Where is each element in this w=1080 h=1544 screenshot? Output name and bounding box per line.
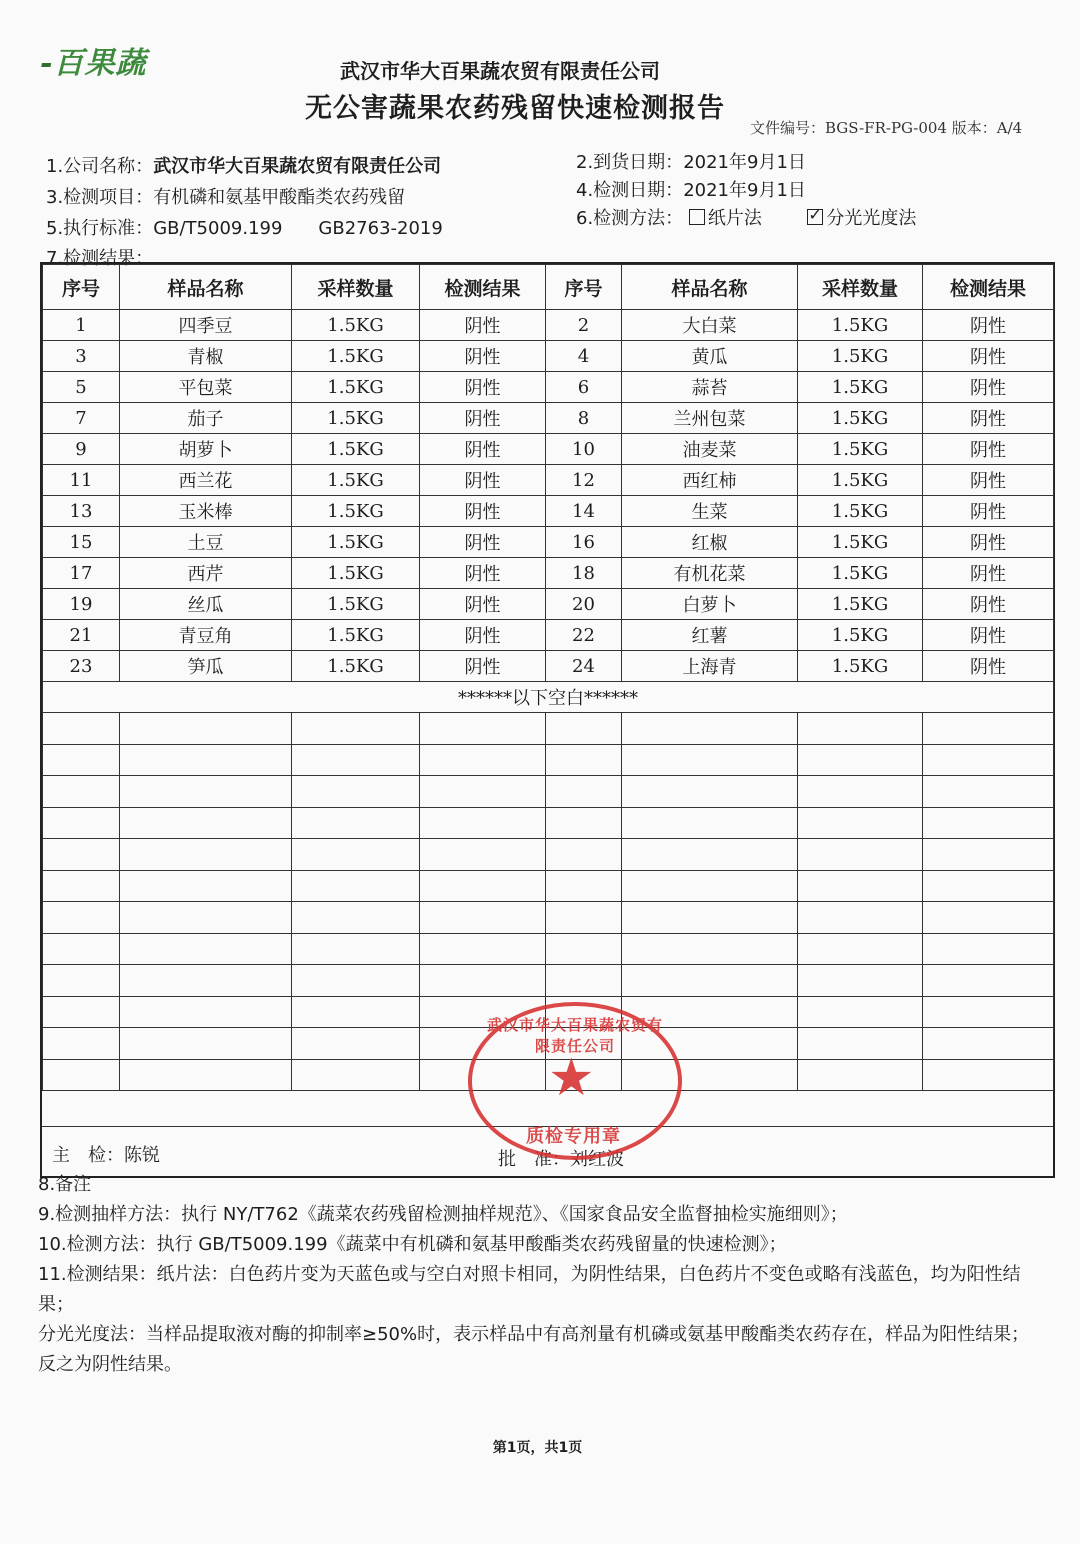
table-row [43,651,1054,682]
table-header-cell: 检测结果 [420,265,546,310]
note-12: 分光光度法：当样品提取液对酶的抑制率≥50%时，表示样品中有高剂量有机磷或氨基甲酸酯类农药存在，样品为阳性结果；反之为阴性结果。 [38,1324,1030,1375]
blank-note: ******以下空白****** [43,682,1054,713]
empty-cell [923,776,1054,808]
table-row [43,527,1054,558]
quality-inspection-stamp [468,1002,682,1160]
empty-cell [923,996,1054,1028]
table-header-cell: 检测结果 [923,265,1054,310]
empty-cell [546,839,622,871]
empty-row [43,807,1054,839]
empty-cell [923,713,1054,745]
info-method [576,204,916,230]
table-cell: 7 [43,403,120,434]
empty-cell [292,902,420,934]
info-result-label: 7.检测结果： [46,248,154,269]
empty-cell [292,965,420,997]
table-cell: 茄子 [120,403,292,434]
table-cell: 1.5KG [292,465,420,496]
empty-row [43,744,1054,776]
info-company-label: 1.公司名称： [46,156,154,177]
empty-cell [923,933,1054,965]
table-cell: 1.5KG [798,372,923,403]
table-cell: 红薯 [622,620,798,651]
empty-cell [622,839,798,871]
table-cell: 17 [43,558,120,589]
empty-row [43,902,1054,934]
empty-cell [420,713,546,745]
table-row [43,558,1054,589]
empty-cell [292,839,420,871]
table-cell: 阴性 [420,558,546,589]
table-cell: 1.5KG [292,620,420,651]
empty-cell [798,744,923,776]
empty-cell [43,933,120,965]
empty-cell [420,744,546,776]
table-cell: 黄瓜 [622,341,798,372]
table-cell: 阴性 [923,341,1054,372]
empty-cell [292,1028,420,1060]
table-cell: 2 [546,310,622,341]
table-cell: 生菜 [622,496,798,527]
table-cell: 兰州包菜 [622,403,798,434]
table-cell: 四季豆 [120,310,292,341]
table-cell: 1.5KG [798,465,923,496]
empty-cell [420,807,546,839]
empty-cell [120,1059,292,1091]
info-arrival [576,148,806,174]
table-cell: 11 [43,465,120,496]
table-row [43,310,1054,341]
empty-cell [43,839,120,871]
empty-cell [923,839,1054,871]
info-method-label: 6.检测方法： [576,208,684,229]
empty-cell [43,744,120,776]
table-cell: 1.5KG [292,310,420,341]
empty-cell [292,996,420,1028]
empty-cell [292,744,420,776]
table-cell: 18 [546,558,622,589]
table-cell: 阴性 [420,403,546,434]
empty-cell [120,965,292,997]
table-cell: 10 [546,434,622,465]
table-cell: 14 [546,496,622,527]
table-header-cell: 样品名称 [622,265,798,310]
table-header-row [43,265,1054,310]
empty-cell [120,807,292,839]
table-cell: 12 [546,465,622,496]
table-cell: 青椒 [120,341,292,372]
spectro-method-label: 分光光度法 [826,208,917,229]
table-cell: 1.5KG [798,403,923,434]
table-cell: 阴性 [420,651,546,682]
table-cell: 1.5KG [292,496,420,527]
empty-cell [923,744,1054,776]
table-cell: 13 [43,496,120,527]
empty-cell [43,1028,120,1060]
table-row [43,341,1054,372]
empty-cell [420,933,546,965]
table-cell: 1.5KG [798,589,923,620]
table-row [43,496,1054,527]
stamp-company-text: 武汉市华大百果蔬农贸有限责任公司 [486,1016,663,1055]
empty-cell [420,902,546,934]
inspector-signature: 主 检：陈锐 [52,1145,160,1166]
table-cell: 上海青 [622,651,798,682]
paper-method-label: 纸片法 [707,208,762,229]
table-cell: 1.5KG [798,620,923,651]
table-cell: 1 [43,310,120,341]
empty-cell [798,839,923,871]
empty-cell [120,839,292,871]
table-body [43,310,1054,1091]
empty-cell [120,1028,292,1060]
empty-row [43,870,1054,902]
table-cell: 8 [546,403,622,434]
table-cell: 15 [43,527,120,558]
table-header-cell: 采样数量 [292,265,420,310]
empty-cell [622,965,798,997]
table-header-cell: 序号 [43,265,120,310]
empty-cell [43,807,120,839]
table-cell: 16 [546,527,622,558]
empty-cell [798,713,923,745]
table-cell: 青豆角 [120,620,292,651]
table-cell: 阴性 [923,434,1054,465]
table-cell: 阴性 [923,496,1054,527]
table-cell: 1.5KG [798,341,923,372]
table-cell: 土豆 [120,527,292,558]
empty-cell [546,933,622,965]
note-11: 11.检测结果：纸片法：白色药片变为天蓝色或与空白对照卡相同，为阴性结果，白色药片不变色或略有浅蓝色，均为阳性结果； [38,1264,1021,1315]
empty-cell [798,996,923,1028]
table-cell: 1.5KG [292,372,420,403]
table-cell: 玉米棒 [120,496,292,527]
info-item [46,183,405,209]
empty-cell [292,1059,420,1091]
table-cell: 阴性 [923,620,1054,651]
empty-cell [923,902,1054,934]
stamp-star-icon: ★ [548,1048,595,1108]
empty-cell [798,870,923,902]
table-cell: 1.5KG [292,589,420,620]
table-cell: 阴性 [923,403,1054,434]
table-cell: 20 [546,589,622,620]
table-cell: 大白菜 [622,310,798,341]
empty-cell [798,1028,923,1060]
empty-cell [120,744,292,776]
table-cell: 22 [546,620,622,651]
empty-cell [798,902,923,934]
empty-cell [43,1059,120,1091]
empty-cell [420,776,546,808]
empty-cell [120,902,292,934]
table-cell: 19 [43,589,120,620]
page-number: 第1页，共1页 [492,1440,583,1456]
stamp-label: 质检专用章 [526,1126,621,1147]
table-cell: 1.5KG [798,434,923,465]
logo-text: 百果蔬 [53,46,147,81]
info-item-label: 3.检测项目： [46,187,154,208]
paper-method-checkbox [689,209,705,225]
empty-cell [420,965,546,997]
table-cell: 阴性 [923,310,1054,341]
empty-cell [420,870,546,902]
info-company [46,152,441,178]
empty-cell [622,902,798,934]
info-test-date-label: 4.检测日期： [576,180,684,201]
empty-cell [120,713,292,745]
empty-cell [546,807,622,839]
table-cell: 3 [43,341,120,372]
table-row [43,403,1054,434]
empty-cell [292,713,420,745]
table-cell: 阴性 [923,372,1054,403]
empty-cell [798,776,923,808]
table-cell: 阴性 [420,434,546,465]
note-10: 10.检测方法：执行 GB/T5009.199《蔬菜中有机磷和氨基甲酸酯类农药残留量的快速检测》； [38,1234,787,1255]
empty-cell [546,870,622,902]
empty-cell [622,870,798,902]
table-cell: 23 [43,651,120,682]
table-cell: 胡萝卜 [120,434,292,465]
empty-cell [798,807,923,839]
table-cell: 油麦菜 [622,434,798,465]
empty-cell [43,902,120,934]
table-cell: 阴性 [420,341,546,372]
note-8: 8.备注 [38,1174,92,1195]
table-header-cell: 样品名称 [120,265,292,310]
table-row [43,434,1054,465]
table-cell: 红椒 [622,527,798,558]
empty-cell [292,776,420,808]
table-cell: 阴性 [420,465,546,496]
result-table [42,264,1054,1091]
table-cell: 1.5KG [292,527,420,558]
note-9: 9.检测抽样方法：执行 NY/T762《蔬菜农药残留检测抽样规范》、《国家食品安全监督抽检实施细则》； [38,1204,848,1225]
table-cell: 阴性 [923,527,1054,558]
table-cell: 阴性 [420,496,546,527]
empty-cell [120,870,292,902]
table-cell: 9 [43,434,120,465]
table-cell: 1.5KG [798,527,923,558]
table-header-cell: 序号 [546,265,622,310]
empty-cell [546,713,622,745]
info-item-value: 有机磷和氨基甲酸酯类农药残留 [153,187,406,208]
table-cell: 阴性 [420,372,546,403]
info-company-value: 武汉市华大百果蔬农贸有限责任公司 [153,156,442,177]
empty-cell [292,807,420,839]
table-row [43,465,1054,496]
empty-row [43,713,1054,745]
empty-cell [43,996,120,1028]
table-cell: 蒜苔 [622,372,798,403]
empty-cell [798,1059,923,1091]
empty-cell [923,965,1054,997]
empty-cell [546,965,622,997]
empty-cell [622,713,798,745]
table-cell: 阴性 [923,558,1054,589]
table-cell: 阴性 [923,589,1054,620]
table-cell: 1.5KG [292,341,420,372]
empty-row [43,776,1054,808]
approver-signature: 批 准：刘红波 [498,1149,624,1170]
empty-cell [798,933,923,965]
report-title: 无公害蔬果农药残留快速检测报告 [305,93,725,124]
empty-cell [120,933,292,965]
table-cell: 有机花菜 [622,558,798,589]
info-standard-value: GB/T5009.199 GB2763-2019 [153,218,443,239]
info-arrival-label: 2.到货日期： [576,152,684,173]
empty-cell [622,744,798,776]
table-cell: 4 [546,341,622,372]
table-cell: 6 [546,372,622,403]
empty-cell [622,807,798,839]
table-cell: 西兰花 [120,465,292,496]
empty-cell [43,870,120,902]
table-cell: 24 [546,651,622,682]
info-arrival-value: 2021年9月1日 [683,152,806,173]
table-cell: 阴性 [420,589,546,620]
empty-cell [546,776,622,808]
table-cell: 5 [43,372,120,403]
table-cell: 1.5KG [798,496,923,527]
blank-note-row [43,682,1054,713]
table-cell: 平包菜 [120,372,292,403]
empty-cell [43,713,120,745]
table-cell: 阴性 [420,310,546,341]
spectro-method-checkbox [807,209,823,225]
notes-section [38,1170,1038,1380]
empty-cell [923,870,1054,902]
empty-cell [120,776,292,808]
table-cell: 1.5KG [292,434,420,465]
table-cell: 西红柿 [622,465,798,496]
empty-cell [923,1028,1054,1060]
info-standard [46,214,443,240]
table-cell: 1.5KG [292,558,420,589]
empty-cell [120,996,292,1028]
info-standard-label: 5.执行标准： [46,218,154,239]
table-row [43,589,1054,620]
empty-row [43,839,1054,871]
table-cell: 西芹 [120,558,292,589]
empty-cell [292,870,420,902]
empty-cell [546,902,622,934]
table-cell: 1.5KG [798,558,923,589]
document-code: 文件编号：BGS-FR-PG-004 版本：A/4 [750,119,1023,137]
empty-cell [43,965,120,997]
table-cell: 丝瓜 [120,589,292,620]
table-cell: 阴性 [923,465,1054,496]
info-test-date [576,176,806,202]
empty-cell [798,965,923,997]
info-test-date-value: 2021年9月1日 [683,180,806,201]
empty-row [43,965,1054,997]
table-cell: 1.5KG [798,310,923,341]
table-cell: 阴性 [923,651,1054,682]
table-row [43,372,1054,403]
logo-dash: - [40,46,54,81]
company-heading: 武汉市华大百果蔬农贸有限责任公司 [340,59,660,83]
empty-row [43,933,1054,965]
table-cell: 1.5KG [292,651,420,682]
empty-cell [43,776,120,808]
empty-cell [622,776,798,808]
empty-cell [622,933,798,965]
table-cell: 1.5KG [292,403,420,434]
empty-cell [923,1059,1054,1091]
empty-cell [923,807,1054,839]
empty-cell [292,933,420,965]
table-header-cell: 采样数量 [798,265,923,310]
table-cell: 阴性 [420,527,546,558]
empty-cell [546,744,622,776]
table-cell: 阴性 [420,620,546,651]
empty-cell [420,839,546,871]
table-cell: 1.5KG [798,651,923,682]
table-row [43,620,1054,651]
table-cell: 笋瓜 [120,651,292,682]
table-cell: 21 [43,620,120,651]
table-cell: 白萝卜 [622,589,798,620]
